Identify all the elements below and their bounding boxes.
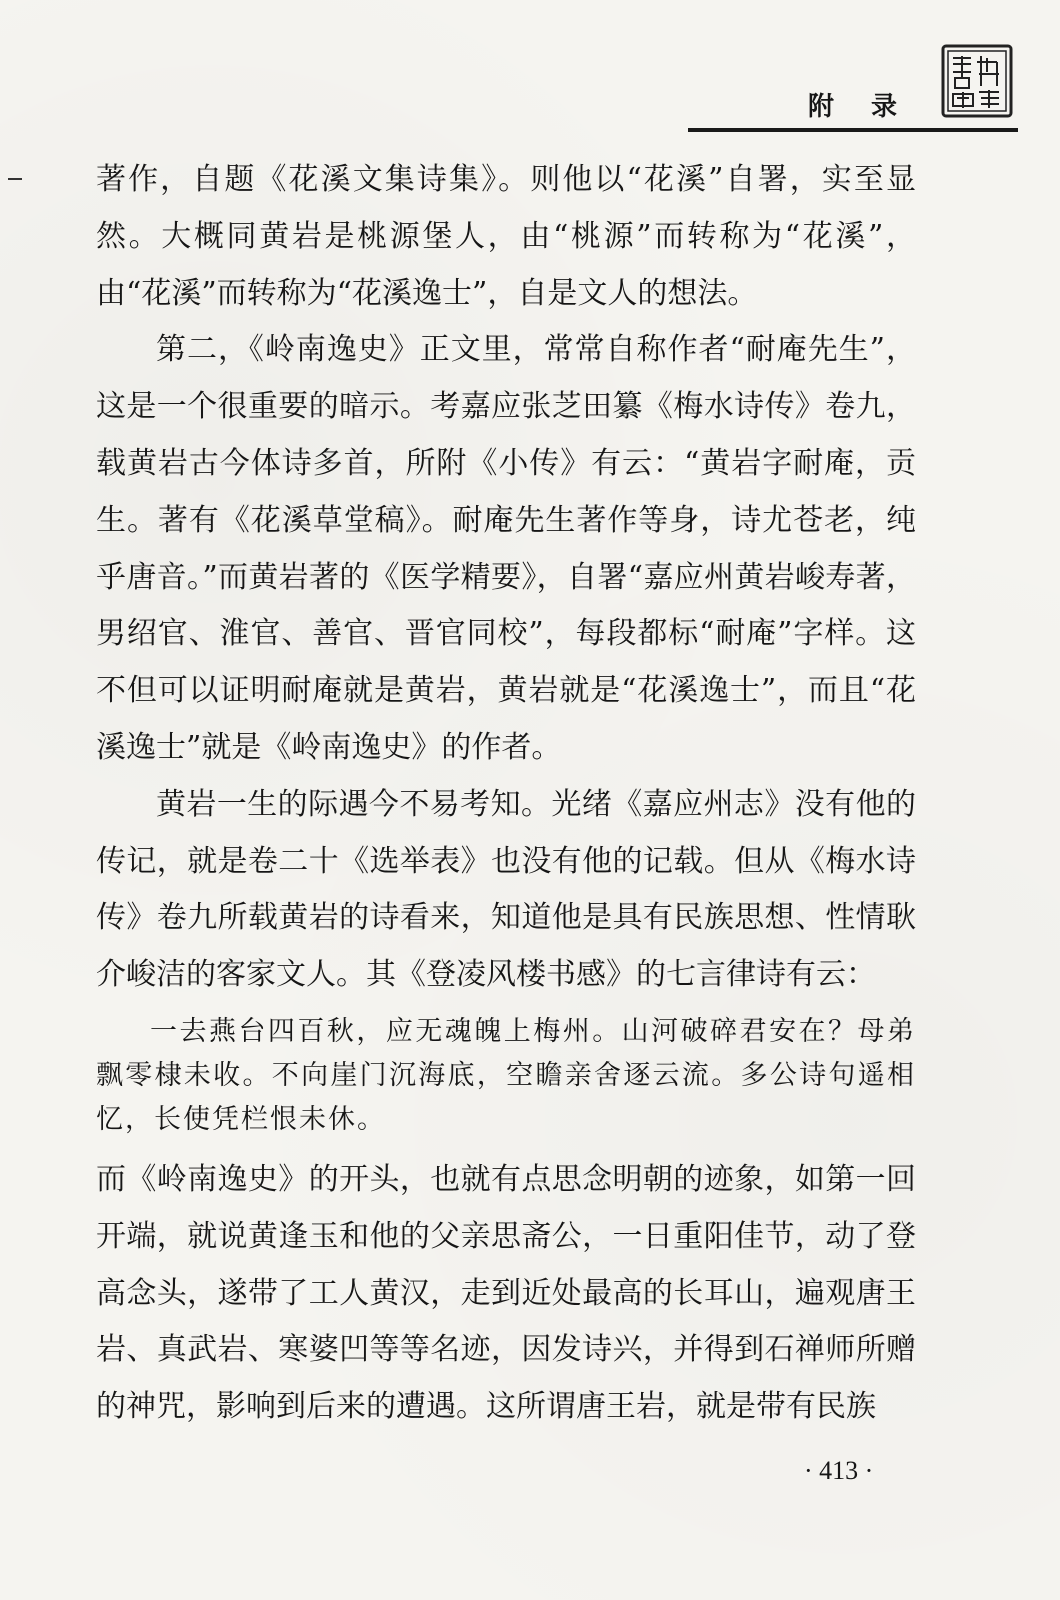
seal-stamp-icon	[941, 44, 1013, 118]
margin-mark	[8, 178, 22, 180]
page-number: · 413 ·	[804, 1456, 874, 1485]
header-rule	[688, 128, 1018, 132]
body-text	[96, 152, 916, 1436]
section-header-title: 附 录	[808, 92, 912, 122]
poem-quote: 一去燕台四百秋，应无魂魄上梅州。山河破碎君安在？母弟飘零棣未收。不向崖门沉海底，空瞻亲舍逐云流。多公诗句遥相忆，长使凭栏恨未休。	[96, 1015, 916, 1135]
paragraph-3: 黄岩一生的际遇今不易考知。光绪《嘉应州志》没有他的传记，就是卷二十《选举表》也没有他的记载。但从《梅水诗传》卷九所载黄岩的诗看来，知道他是具有民族思想、性情耿介峻洁的客家文人。其《登凌风楼书感》的七言律诗有云：	[96, 786, 916, 993]
paragraph-4: 而《岭南逸史》的开头，也就有点思念明朝的迹象，如第一回开端，就说黄逢玉和他的父亲思斋公，一日重阳佳节，动了登高念头，遂带了工人黄汉，走到近处最高的长耳山，遍观唐王岩、真武岩、寒婆凹等等名迹，因发诗兴，并得到石禅师所赠的神咒，影响到后来的遭遇。这所谓唐王岩，就是带有民族	[96, 1161, 916, 1425]
paragraph-2: 第二，《岭南逸史》正文里，常常自称作者“耐庵先生”，这是一个很重要的暗示。考嘉应张芝田纂《梅水诗传》卷九，载黄岩古今体诗多首，所附《小传》有云：“黄岩字耐庵，贡生。著有《花溪草堂稿》。耐庵先生著作等身，诗尤苍老，纯乎唐音。”而黄岩著的《医学精要》，自署“嘉应州黄岩峻寿著，男绍官、淮官、善官、晋官同校”，每段都标“耐庵”字样。这不但可以证明耐庵就是黄岩，黄岩就是“花溪逸士”，而且“花溪逸士”就是《岭南逸史》的作者。	[96, 332, 916, 765]
paragraph-1: 著作，自题《花溪文集诗集》。则他以“花溪”自署，实至显然。大概同黄岩是桃源堡人，由“桃源”而转称为“花溪”，由“花溪”而转称为“花溪逸士”，自是文人的想法。	[96, 162, 916, 311]
